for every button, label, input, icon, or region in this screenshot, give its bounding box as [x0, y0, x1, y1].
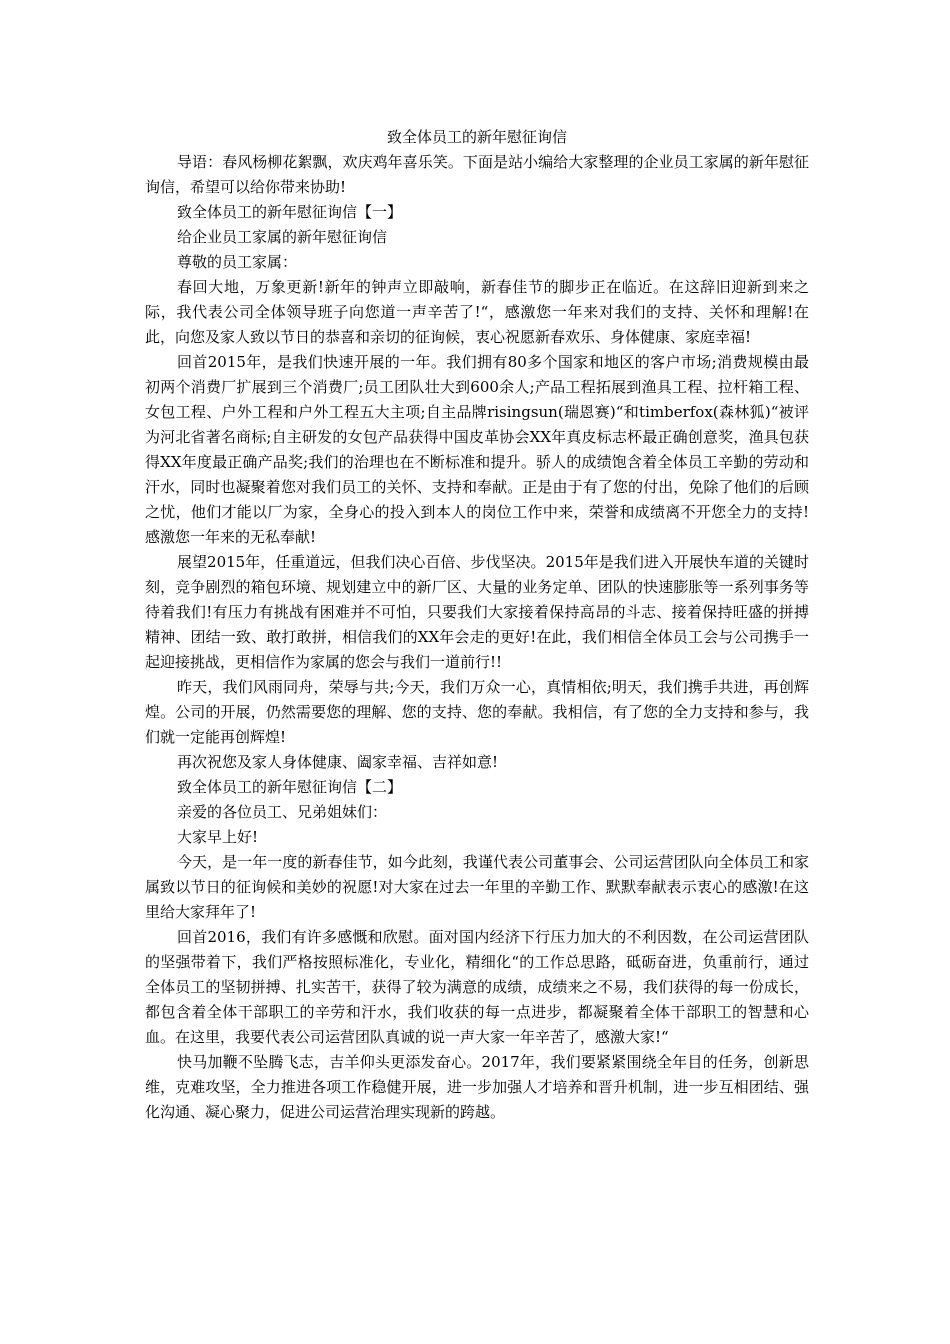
paragraph-review-2015: 回首2015年，是我们快速开展的一年。我们拥有80多个国家和地区的客户市场;消费规模由最初两个消费厂扩展到三个消费厂;员工团队壮大到600余人;产品工程拓展到渔具工程、拉杆箱工程、女包工程、户外工程和户外工程五大主项;自主品牌risingsun(瑞恩赛)“和timberfox(森林狐)“被评为河北省著名商标;自主研发的女包产品获得中国皮革协会XX年真皮标志杯最正确创意奖，渔具包获得XX年度最正确产品奖;我们的治理也在不断标准和提升。骄人的成绩饱含着全体员工辛勤的劳动和汗水，同时也凝聚着您对我们员工的关怀、支持和奉献。正是由于有了您的付出，免除了他们的后顾之忧，他们才能以厂为家，全身心的投入到本人的岗位工作中来，荣誉和成绩离不开您全力的支持!感激您一年来的无私奉献! [145, 353, 809, 546]
paragraph-greeting: 春回大地，万象更新!新年的钟声立即敲响，新春佳节的脚步正在临近。在这辞旧迎新到来之际，我代表公司全体领导班子向您道一声辛苦了!“，感激您一年来对我们的支持、关怀和理解!在此，向您及家人致以节日的恭喜和亲切的征询候，衷心祝愿新春欢乐、身体健康、家庭幸福! [145, 278, 809, 346]
paragraph-wishes: 再次祝您及家人身体健康、阖家幸福、吉祥如意! [177, 753, 499, 771]
paragraph-plan-2017: 快马加鞭不坠腾飞志，吉羊仰头更添发奋心。2017年，我们要紧紧围绕全年目的任务，创新思维，克难攻坚，全力推进各项工作稳健开展，进一步加强人才培养和晋升机制，进一步互相团结、强化沟通、凝心聚力，促进公司运营治理实现新的跨越。 [145, 1053, 809, 1121]
paragraph-together: 昨天，我们风雨同舟，荣辱与共;今天，我们万众一心，真情相依;明天，我们携手共进，再创辉煌。公司的开展，仍然需要您的理解、您的支持、您的奉献。我相信，有了您的全力支持和参与，我们就一定能再创辉煌! [145, 678, 809, 746]
paragraph-good-morning: 大家早上好! [177, 828, 259, 846]
document-page [145, 124, 809, 1125]
paragraph-new-year: 今天，是一年一度的新春佳节，如今此刻，我谨代表公司董事会、公司运营团队向全体员工和家属致以节日的征询候和美妙的祝愿!对大家在过去一年里的辛勤工作、默默奉献表示衷心的感激!在这里给大家拜年了! [145, 853, 809, 921]
letter-subtitle: 给企业员工家属的新年慰征询信 [177, 228, 388, 246]
paragraph-intro: 导语：春风杨柳花絮飘，欢庆鸡年喜乐笑。下面是站小编给大家整理的企业员工家属的新年慰征询信，希望可以给你带来协助! [145, 153, 809, 196]
document-title: 致全体员工的新年慰征询信 [386, 128, 567, 146]
paragraph-review-2016: 回首2016，我们有许多感慨和欣慰。面对国内经济下行压力加大的不利因数，在公司运营团队的坚强带着下，我们严格按照标准化，专业化，精细化“的工作总思路，砥砺奋进，负重前行，通过全体员工的坚韧拼搏、扎实苦干，获得了较为满意的成绩，成绩来之不易，我们获得的每一份成长，都包含着全体干部职工的辛劳和汗水，我们收获的每一点进步，都凝聚着全体干部职工的智慧和心血。在这里，我要代表公司运营团队真诚的说一声大家一年辛苦了，感激大家!“ [145, 928, 809, 1046]
salutation-employees: 亲爱的各位员工、兄弟姐妹们： [177, 803, 388, 821]
section-heading-one: 致全体员工的新年慰征询信【一】 [177, 203, 403, 221]
salutation-family: 尊敬的员工家属： [177, 253, 298, 271]
paragraph-outlook: 展望2015年，任重道远，但我们决心百倍、步伐坚决。2015年是我们进入开展快车道的关键时刻，竞争剧烈的箱包环境、规划建立中的新厂区、大量的业务定单、团队的快速膨胀等一系列事务等待着我们!有压力有挑战有困难并不可怕，只要我们大家接着保持高昂的斗志、接着保持旺盛的拼搏精神、团结一致、敢打敢拼，相信我们的XX年会走的更好!在此，我们相信全体员工会与公司携手一起迎接挑战，更相信作为家属的您会与我们一道前行!! [145, 553, 809, 671]
section-heading-two: 致全体员工的新年慰征询信【二】 [177, 778, 403, 796]
